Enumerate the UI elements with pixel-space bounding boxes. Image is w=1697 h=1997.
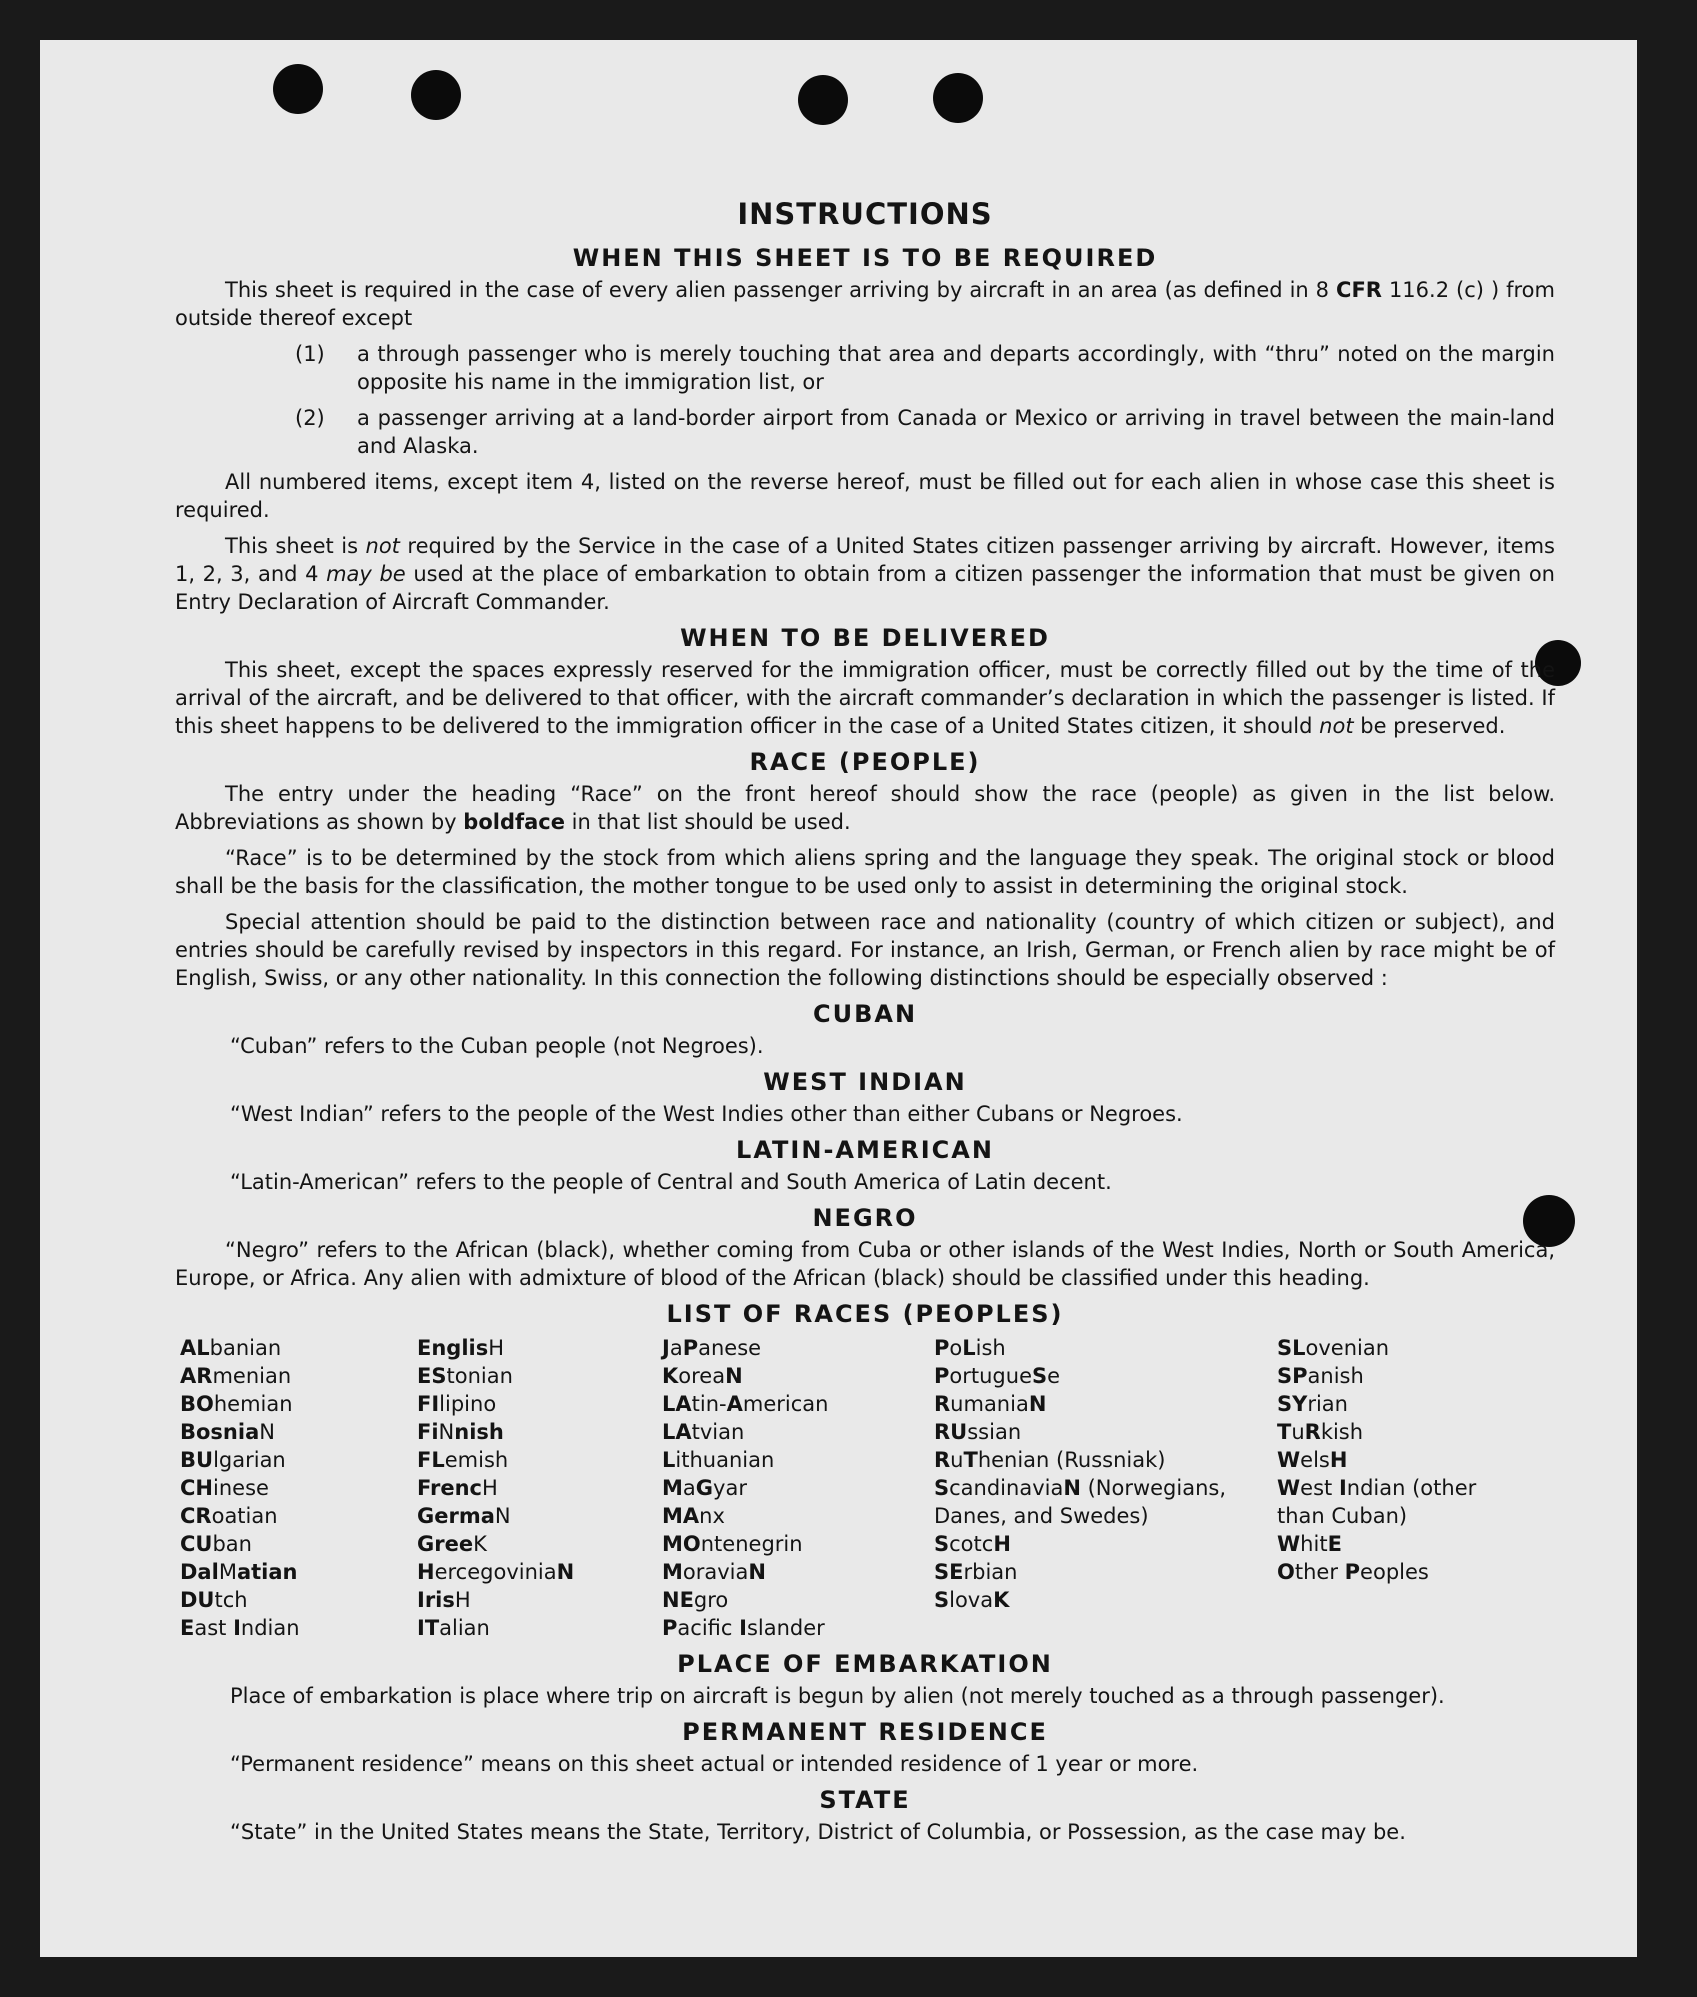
race-entry bbox=[662, 1362, 934, 1390]
race-entry bbox=[417, 1530, 662, 1558]
punch-hole bbox=[273, 64, 323, 114]
heading-negro: NEGRO bbox=[812, 1204, 918, 1232]
race-text: u bbox=[950, 1448, 964, 1472]
race-text: eoples bbox=[1360, 1560, 1429, 1584]
race-abbrev: RU bbox=[934, 1420, 968, 1444]
race-text: hit bbox=[1300, 1532, 1328, 1556]
race-abbrev: S bbox=[1032, 1364, 1048, 1388]
punch-hole bbox=[933, 73, 983, 123]
race-column bbox=[662, 1334, 934, 1642]
race-abbrev: H bbox=[993, 1532, 1011, 1556]
text: This sheet, except the spaces expressly reserved for the immigration officer, must be correctly filled out by the time of the arrival of the aircraft, and be delivered to that officer, with the aircraft commander’s declaration in which the passenger is listed. If this sheet happens to be delivered to the immigration officer in the case of a United States citizen, it should bbox=[175, 658, 1555, 738]
race-abbrev: M bbox=[662, 1476, 683, 1500]
race-text: ast bbox=[194, 1616, 234, 1640]
race-text: ban bbox=[212, 1532, 252, 1556]
race-abbrev: P bbox=[934, 1364, 950, 1388]
race-abbrev: SL bbox=[1277, 1336, 1306, 1360]
race-text: oatian bbox=[211, 1504, 278, 1528]
race-entry bbox=[934, 1446, 1277, 1474]
race-entry bbox=[180, 1474, 417, 1502]
race-abbrev: CH bbox=[180, 1476, 213, 1500]
race-abbrev: R bbox=[934, 1392, 951, 1416]
race-entry bbox=[417, 1502, 662, 1530]
race-entry bbox=[180, 1334, 417, 1362]
race-abbrev: Bosnia bbox=[180, 1420, 260, 1444]
race-entry bbox=[417, 1558, 662, 1586]
race-text: H bbox=[482, 1476, 498, 1500]
race-text: tch bbox=[214, 1588, 248, 1612]
text-bold: boldface bbox=[463, 810, 565, 834]
race-abbrev: SP bbox=[1277, 1364, 1308, 1388]
race-abbrev: G bbox=[695, 1476, 714, 1500]
race-text: kish bbox=[1320, 1420, 1364, 1444]
paragraph: All numbered items, except item 4, listed on the reverse hereof, must be filled out for each alien in whose case this sheet is required. bbox=[175, 470, 1555, 522]
race-entry bbox=[180, 1586, 417, 1614]
race-text: rian bbox=[1307, 1392, 1348, 1416]
race-text: est bbox=[1300, 1476, 1339, 1500]
heading-cuban: CUBAN bbox=[812, 1000, 918, 1028]
race-abbrev: W bbox=[1277, 1448, 1301, 1472]
race-abbrev: N bbox=[748, 1560, 766, 1584]
race-entry bbox=[417, 1474, 662, 1502]
race-entry bbox=[1277, 1530, 1517, 1558]
race-abbrev: P bbox=[662, 1616, 678, 1640]
race-entry bbox=[934, 1390, 1277, 1418]
race-entry bbox=[934, 1474, 1277, 1530]
race-abbrev: I bbox=[233, 1616, 241, 1640]
race-entry bbox=[1277, 1390, 1517, 1418]
race-text: tvian bbox=[691, 1420, 745, 1444]
race-abbrev: SE bbox=[934, 1560, 964, 1584]
text-italic: may be bbox=[326, 562, 406, 586]
race-abbrev: W bbox=[1277, 1476, 1301, 1500]
race-abbrev: T bbox=[1277, 1420, 1292, 1444]
race-text: rbian bbox=[963, 1560, 1018, 1584]
race-abbrev: P bbox=[682, 1336, 699, 1360]
paragraph: “Race” is to be determined by the stock from which aliens spring and the language they speak. The original stock or blood shall be the basis for the classification, the mother tongue to be used only to assist in determining the original stock. bbox=[175, 846, 1555, 898]
race-abbrev: J bbox=[662, 1336, 670, 1360]
race-entry bbox=[180, 1446, 417, 1474]
paragraph bbox=[175, 532, 1555, 616]
race-entry bbox=[180, 1530, 417, 1558]
race-entry bbox=[180, 1502, 417, 1530]
race-abbrev: P bbox=[934, 1336, 950, 1360]
race-abbrev: Dal bbox=[180, 1560, 219, 1584]
race-column bbox=[1277, 1334, 1517, 1642]
race-abbrev: S bbox=[934, 1476, 950, 1500]
race-abbrev: O bbox=[1277, 1560, 1295, 1584]
race-text: henian (Russniak) bbox=[977, 1448, 1166, 1472]
race-abbrev: S bbox=[934, 1532, 950, 1556]
race-text: ish bbox=[975, 1336, 1006, 1360]
punch-hole bbox=[798, 75, 848, 125]
heading-delivered: WHEN TO BE DELIVERED bbox=[680, 624, 1050, 652]
race-entry bbox=[180, 1558, 417, 1586]
race-entry bbox=[934, 1362, 1277, 1390]
exception-item bbox=[295, 340, 1555, 396]
race-text: slander bbox=[746, 1616, 825, 1640]
race-text: tonian bbox=[446, 1364, 513, 1388]
race-text: yar bbox=[713, 1476, 747, 1500]
race-abbrev: SY bbox=[1277, 1392, 1308, 1416]
race-text: a bbox=[669, 1336, 683, 1360]
text-italic: not bbox=[1319, 714, 1354, 738]
race-entry bbox=[1277, 1334, 1517, 1362]
race-entry bbox=[1277, 1418, 1517, 1446]
race-entry bbox=[417, 1446, 662, 1474]
item-text: a through passenger who is merely touching that area and departs accordingly, with “thru” noted on the margin opposite his name in the immigration list, or bbox=[357, 342, 1555, 394]
race-abbrev: K bbox=[662, 1364, 679, 1388]
race-abbrev: nish bbox=[454, 1420, 504, 1444]
race-text: u bbox=[1291, 1420, 1305, 1444]
text: in that list should be used. bbox=[564, 810, 851, 834]
race-text: ssian bbox=[967, 1420, 1022, 1444]
text-bold: CFR bbox=[1336, 278, 1382, 302]
race-entry bbox=[662, 1558, 934, 1586]
paragraph: Place of embarkation is place where trip on aircraft is begun by alien (not merely touched as a through passenger). bbox=[230, 1684, 1445, 1708]
race-entry bbox=[934, 1530, 1277, 1558]
text: 116.2 (c) ) from outside thereof except bbox=[175, 278, 1555, 330]
race-abbrev: H bbox=[417, 1560, 435, 1584]
race-text: N bbox=[259, 1420, 275, 1444]
race-abbrev: BO bbox=[180, 1392, 214, 1416]
race-text: emish bbox=[444, 1448, 509, 1472]
race-abbrev: ES bbox=[417, 1364, 447, 1388]
race-text: H bbox=[488, 1336, 505, 1360]
race-abbrev: AR bbox=[180, 1364, 213, 1388]
race-abbrev: E bbox=[1327, 1532, 1342, 1556]
race-abbrev: FL bbox=[417, 1448, 445, 1472]
race-abbrev: LA bbox=[662, 1392, 692, 1416]
item-text: a passenger arriving at a land-border airport from Canada or Mexico or arriving in travel between the main-land and Alaska. bbox=[357, 406, 1555, 458]
paragraph: “West Indian” refers to the people of the West Indies other than either Cubans or Negroes. bbox=[230, 1102, 1183, 1126]
race-abbrev: MA bbox=[662, 1504, 700, 1528]
text: used at the place of embarkation to obtain from a citizen passenger the information that must be given on Entry Declaration of Aircraft Commander. bbox=[175, 562, 1555, 614]
paragraph bbox=[175, 780, 1555, 836]
race-abbrev: A bbox=[726, 1392, 743, 1416]
race-text: ithuanian bbox=[675, 1448, 775, 1472]
race-abbrev: DU bbox=[180, 1588, 215, 1612]
race-abbrev: MO bbox=[662, 1532, 701, 1556]
race-abbrev: E bbox=[180, 1616, 195, 1640]
race-abbrev: Gree bbox=[417, 1532, 474, 1556]
race-text: nx bbox=[699, 1504, 725, 1528]
race-text: N bbox=[494, 1504, 511, 1528]
race-abbrev: R bbox=[1304, 1420, 1321, 1444]
race-text: ndian (other than Cuban) bbox=[1277, 1476, 1477, 1528]
paragraph: Special attention should be paid to the distinction between race and nationality (country of which citizen or subject), and entries should be carefully revised by inspectors in this regard. For instance, an Irish, German, or French alien by race might be of English, Swiss, or any other nationality. In this connection the following distinctions should be especially observed : bbox=[175, 910, 1555, 990]
race-entry bbox=[934, 1334, 1277, 1362]
race-column bbox=[180, 1334, 417, 1642]
race-entry bbox=[934, 1586, 1277, 1614]
race-entry bbox=[1277, 1362, 1517, 1390]
race-entry bbox=[662, 1334, 934, 1362]
paragraph: “Cuban” refers to the Cuban people (not Negroes). bbox=[230, 1034, 764, 1058]
race-abbrev: LA bbox=[662, 1420, 692, 1444]
race-entry bbox=[662, 1390, 934, 1418]
race-entry bbox=[417, 1362, 662, 1390]
race-abbrev: I bbox=[739, 1616, 747, 1640]
race-abbrev: N bbox=[556, 1560, 575, 1584]
race-abbrev: W bbox=[1277, 1532, 1301, 1556]
heading-required: WHEN THIS SHEET IS TO BE REQUIRED bbox=[572, 244, 1158, 272]
race-abbrev: T bbox=[963, 1448, 978, 1472]
heading-state: STATE bbox=[819, 1786, 911, 1814]
race-text: cotc bbox=[949, 1532, 994, 1556]
race-text: ndian bbox=[240, 1616, 300, 1640]
race-abbrev: H bbox=[1329, 1448, 1348, 1472]
race-abbrev: FI bbox=[417, 1392, 440, 1416]
race-text: orea bbox=[678, 1364, 726, 1388]
race-abbrev: AL bbox=[180, 1336, 210, 1360]
race-entry bbox=[934, 1418, 1277, 1446]
paragraph: “Permanent residence” means on this sheet actual or intended residence of 1 year or more. bbox=[230, 1752, 1199, 1776]
text: The entry under the heading “Race” on the front hereof should show the race (people) as given in the list below. Abbreviations as shown by bbox=[175, 782, 1555, 834]
heading-residence: PERMANENT RESIDENCE bbox=[682, 1718, 1048, 1746]
race-abbrev: M bbox=[662, 1560, 683, 1584]
race-text: anese bbox=[698, 1336, 762, 1360]
race-text: N bbox=[438, 1420, 455, 1444]
race-text: els bbox=[1300, 1448, 1330, 1472]
race-abbrev: K bbox=[993, 1588, 1010, 1612]
paragraph: “State” in the United States means the State, Territory, District of Columbia, or Possession, as the case may be. bbox=[230, 1820, 1406, 1844]
race-text: o bbox=[949, 1336, 963, 1360]
item-number: (2) bbox=[295, 406, 325, 430]
race-text: banian bbox=[209, 1336, 282, 1360]
race-text: gro bbox=[693, 1588, 729, 1612]
race-abbrev: N bbox=[725, 1364, 743, 1388]
race-text: menian bbox=[212, 1364, 292, 1388]
race-text: oravia bbox=[682, 1560, 749, 1584]
text-italic: not bbox=[365, 534, 400, 558]
race-abbrev: N bbox=[1063, 1476, 1081, 1500]
race-entry bbox=[1277, 1558, 1517, 1586]
race-entry bbox=[417, 1614, 662, 1642]
race-abbrev: atian bbox=[236, 1560, 298, 1584]
exception-item bbox=[295, 404, 1555, 460]
race-abbrev: BU bbox=[180, 1448, 214, 1472]
race-entry bbox=[662, 1474, 934, 1502]
race-text: H bbox=[454, 1588, 471, 1612]
race-list bbox=[180, 1334, 1555, 1642]
paragraph: “Latin-American” refers to the people of Central and South America of Latin decent. bbox=[230, 1170, 1112, 1194]
race-entry bbox=[1277, 1446, 1517, 1474]
text: be preserved. bbox=[1353, 714, 1506, 738]
race-text: hemian bbox=[213, 1392, 293, 1416]
race-text: (Norwegians, Danes, and Swedes) bbox=[934, 1476, 1227, 1528]
race-text: inese bbox=[213, 1476, 269, 1500]
race-text: candinavia bbox=[949, 1476, 1064, 1500]
race-abbrev: Frenc bbox=[417, 1476, 482, 1500]
heading-list-of-races: LIST OF RACES (PEOPLES) bbox=[666, 1300, 1064, 1328]
race-text: K bbox=[473, 1532, 487, 1556]
text: This sheet is required in the case of every alien passenger arriving by aircraft in an area (as defined in 8 bbox=[225, 278, 1337, 302]
race-entry bbox=[180, 1362, 417, 1390]
race-entry bbox=[417, 1418, 662, 1446]
paragraph: “Negro” refers to the African (black), whether coming from Cuba or other islands of the West Indies, North or South America, Europe, or Africa. Any alien with admixture of blood of the African (black) should be classified under this heading. bbox=[175, 1238, 1555, 1290]
race-entry bbox=[662, 1586, 934, 1614]
race-column bbox=[417, 1334, 662, 1642]
race-abbrev: L bbox=[662, 1448, 676, 1472]
race-entry bbox=[662, 1418, 934, 1446]
race-entry bbox=[1277, 1474, 1517, 1530]
race-text: merican bbox=[742, 1392, 829, 1416]
race-entry bbox=[180, 1614, 417, 1642]
race-abbrev: R bbox=[934, 1448, 951, 1472]
race-entry bbox=[662, 1502, 934, 1530]
race-entry bbox=[934, 1558, 1277, 1586]
race-text: ovenian bbox=[1305, 1336, 1390, 1360]
text: This sheet is bbox=[225, 534, 366, 558]
race-text: M bbox=[218, 1560, 237, 1584]
paragraph bbox=[175, 276, 1555, 332]
race-text: ortugue bbox=[949, 1364, 1032, 1388]
race-text: e bbox=[1047, 1364, 1061, 1388]
race-abbrev: P bbox=[1344, 1560, 1361, 1584]
item-number: (1) bbox=[295, 342, 325, 366]
race-entry bbox=[662, 1446, 934, 1474]
race-abbrev: Englis bbox=[417, 1336, 489, 1360]
race-abbrev: CR bbox=[180, 1504, 212, 1528]
race-abbrev: NE bbox=[662, 1588, 694, 1612]
race-entry bbox=[180, 1418, 417, 1446]
race-abbrev: Iris bbox=[417, 1588, 455, 1612]
race-entry bbox=[662, 1530, 934, 1558]
race-abbrev: N bbox=[1028, 1392, 1047, 1416]
race-abbrev: S bbox=[934, 1588, 950, 1612]
race-entry bbox=[417, 1390, 662, 1418]
heading-embarkation: PLACE OF EMBARKATION bbox=[677, 1650, 1053, 1678]
instructions-content bbox=[175, 190, 1555, 1854]
race-abbrev: CU bbox=[180, 1532, 213, 1556]
race-text: ercegovinia bbox=[434, 1560, 557, 1584]
race-text: lova bbox=[949, 1588, 994, 1612]
race-text: lgarian bbox=[213, 1448, 286, 1472]
heading-race: RACE (PEOPLE) bbox=[749, 748, 981, 776]
race-abbrev: IT bbox=[417, 1616, 440, 1640]
race-entry bbox=[417, 1586, 662, 1614]
race-text: acific bbox=[677, 1616, 740, 1640]
paragraph bbox=[175, 656, 1555, 740]
heading-latin-american: LATIN-AMERICAN bbox=[736, 1136, 994, 1164]
text: required by the Service in the case of a United States citizen passenger arriving by aircraft. However, items 1, 2, 3, and 4 bbox=[175, 534, 1555, 586]
document-sheet bbox=[40, 40, 1637, 1957]
race-entry bbox=[180, 1390, 417, 1418]
race-entry bbox=[417, 1334, 662, 1362]
punch-hole bbox=[411, 70, 461, 120]
race-text: tin- bbox=[691, 1392, 727, 1416]
page-title: INSTRUCTIONS bbox=[737, 197, 993, 231]
race-text: umania bbox=[950, 1392, 1029, 1416]
race-text: alian bbox=[439, 1616, 490, 1640]
race-abbrev: Fi bbox=[417, 1420, 439, 1444]
race-entry bbox=[662, 1614, 934, 1642]
race-column bbox=[934, 1334, 1277, 1642]
race-abbrev: Germa bbox=[417, 1504, 495, 1528]
heading-west-indian: WEST INDIAN bbox=[763, 1068, 967, 1096]
race-text: ther bbox=[1294, 1560, 1345, 1584]
race-text: a bbox=[682, 1476, 696, 1500]
race-abbrev: I bbox=[1338, 1476, 1347, 1500]
race-text: lipino bbox=[439, 1392, 497, 1416]
race-abbrev: L bbox=[962, 1336, 976, 1360]
race-text: anish bbox=[1307, 1364, 1364, 1388]
race-text: ntenegrin bbox=[700, 1532, 803, 1556]
